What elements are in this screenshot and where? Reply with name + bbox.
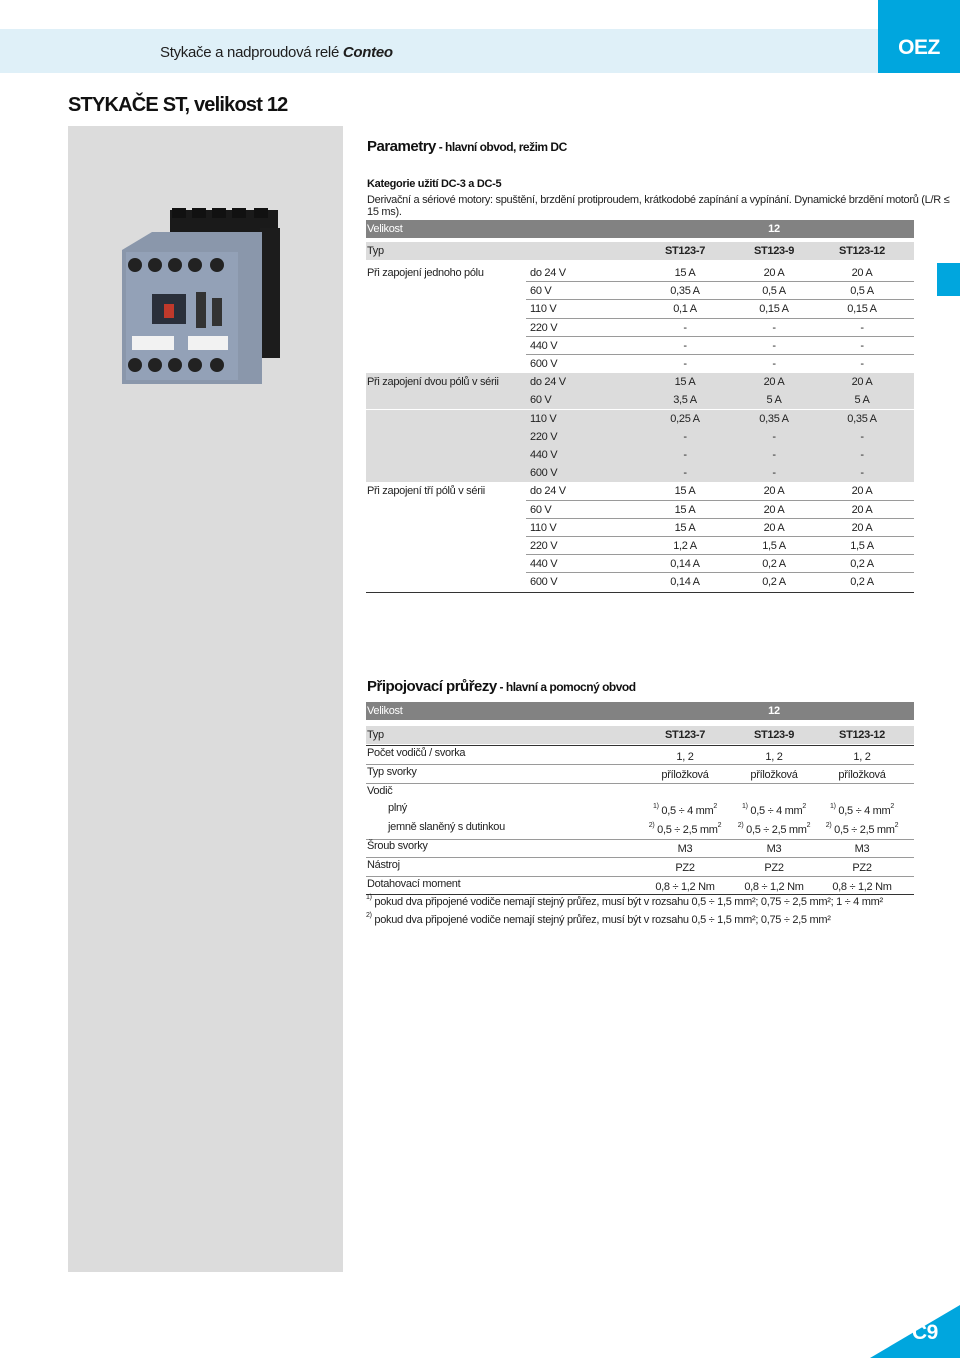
cell-2: 0,2 A xyxy=(762,576,786,588)
cell-3: 0,2 A xyxy=(850,558,874,570)
cell-1: - xyxy=(683,431,687,443)
cell-2: 20 A xyxy=(763,522,785,534)
usage-category: Kategorie užití DC-3 a DC-5 xyxy=(367,178,502,190)
unit-sup: 2 xyxy=(806,822,811,829)
row-label: Typ svorky xyxy=(367,766,417,778)
unit-sup: 2 xyxy=(894,822,899,829)
table-row-sroub xyxy=(366,839,914,857)
cell-3: 1, 2 xyxy=(853,751,871,763)
velikost-value: 12 xyxy=(768,223,780,235)
cell-3: 0,15 A xyxy=(847,303,877,315)
cell-1: 0,14 A xyxy=(670,558,700,570)
cell-2: 20 A xyxy=(763,485,785,497)
table-row xyxy=(366,573,914,591)
voltage-cell: do 24 V xyxy=(530,267,566,279)
voltage-cell: 110 V xyxy=(530,303,557,315)
cell-1: - xyxy=(683,449,687,461)
table-row-typ-svorky xyxy=(366,764,914,782)
cell-3: PZ2 xyxy=(852,862,872,874)
oez-logo: OEZ xyxy=(878,0,960,73)
table-row xyxy=(366,410,914,428)
cell-2: - xyxy=(772,322,776,334)
cell-value: 0,5 ÷ 4 mm xyxy=(661,805,714,817)
table-row xyxy=(366,555,914,573)
cell-3: - xyxy=(860,358,864,370)
cell-1: příložková xyxy=(661,769,709,781)
cell-2: 20 A xyxy=(763,267,785,279)
cell-3: 0,2 A xyxy=(850,576,874,588)
cell-3: 20 A xyxy=(851,522,873,534)
cell-3: - xyxy=(860,322,864,334)
voltage-cell: 600 V xyxy=(530,576,558,588)
cell-3: 20 A xyxy=(851,376,873,388)
cell-3: 20 A xyxy=(851,267,873,279)
table-row xyxy=(366,519,914,537)
table-row-typ xyxy=(366,726,914,744)
cell-2: 0,5 A xyxy=(762,285,786,297)
footnote-text: pokud dva připojené vodiče nemají stejný průřez, musí být v rozsahu 0,5 ÷ 1,5 mm²; 0,75 ÷ 2,5 mm² xyxy=(374,914,831,926)
cell-1: - xyxy=(683,467,687,479)
cell-2: 0,15 A xyxy=(759,303,789,315)
footnote-mark: 2) xyxy=(737,822,744,829)
table-row xyxy=(366,446,914,464)
cell-3: - xyxy=(860,467,864,479)
table-row-pocet xyxy=(366,746,914,764)
cell-3: 20 A xyxy=(851,504,873,516)
cell-value: 0,5 ÷ 2,5 mm xyxy=(657,824,718,836)
table-row-velikost xyxy=(366,220,914,238)
cell-1: M3 xyxy=(677,843,693,855)
voltage-cell: 440 V xyxy=(530,558,558,570)
velikost-label: Velikost xyxy=(367,223,403,235)
header-band xyxy=(0,29,878,73)
cell-1: 15 A xyxy=(674,485,696,497)
footnote-mark: 2) xyxy=(366,912,372,919)
voltage-cell: 440 V xyxy=(530,340,558,352)
type-header-2: ST123-9 xyxy=(753,729,795,741)
footnote-1 xyxy=(366,896,883,908)
row-label: Vodič xyxy=(367,785,393,797)
table-row xyxy=(366,264,914,282)
table-row xyxy=(366,501,914,519)
cell-1: 3,5 A xyxy=(673,394,697,406)
cell-1: - xyxy=(683,358,687,370)
voltage-cell: 600 V xyxy=(530,358,558,370)
table-row-plny xyxy=(366,801,914,819)
footnote-2 xyxy=(366,914,831,926)
section2-title-main: Připojovací průřezy xyxy=(367,678,497,695)
voltage-cell: do 24 V xyxy=(530,485,566,497)
cell-2: M3 xyxy=(766,843,782,855)
type-header-1: ST123-7 xyxy=(664,729,706,741)
cell-1: 15 A xyxy=(674,267,696,279)
table-row-moment xyxy=(366,876,914,894)
section2-title xyxy=(367,678,636,695)
table-row xyxy=(366,355,914,373)
footnote-mark: 2) xyxy=(648,822,655,829)
table-row-vodic xyxy=(366,783,914,801)
cell-3: 20 A xyxy=(851,485,873,497)
row-label: Nástroj xyxy=(367,859,400,871)
table-row xyxy=(366,428,914,446)
cell-1: - xyxy=(683,322,687,334)
voltage-cell: 600 V xyxy=(530,467,558,479)
cell-2: 1, 2 xyxy=(765,751,783,763)
voltage-cell: 110 V xyxy=(530,413,557,425)
cell-3: 0,5 A xyxy=(850,285,874,297)
cell-1: 15 A xyxy=(674,376,696,388)
cell-2: PZ2 xyxy=(764,862,784,874)
cell-value: 0,5 ÷ 2,5 mm xyxy=(834,824,895,836)
voltage-cell: 440 V xyxy=(530,449,558,461)
type-header-3: ST123-12 xyxy=(839,729,885,741)
footnote-mark: 1) xyxy=(830,803,836,810)
voltage-cell: 220 V xyxy=(530,431,558,443)
cell-2: - xyxy=(772,431,776,443)
table-row xyxy=(366,282,914,300)
footnote-mark: 1) xyxy=(742,803,748,810)
type-header-2: ST123-9 xyxy=(753,245,795,257)
cell-1: PZ2 xyxy=(675,862,695,874)
table-row-typ xyxy=(366,242,914,260)
cell-2: 1,5 A xyxy=(762,540,786,552)
voltage-cell: 60 V xyxy=(530,285,552,297)
row-label: plný xyxy=(388,802,407,814)
table-row xyxy=(366,300,914,318)
cell-value: 0,5 ÷ 4 mm xyxy=(750,805,803,817)
table-row xyxy=(366,319,914,337)
table-row xyxy=(366,391,914,409)
cell-1: - xyxy=(683,340,687,352)
group-label: Při zapojení jednoho pólu xyxy=(367,267,484,279)
row-label: Počet vodičů / svorka xyxy=(367,747,466,759)
table-row-velikost xyxy=(366,702,914,720)
row-label: Dotahovací moment xyxy=(367,878,461,890)
typ-label: Typ xyxy=(367,729,384,741)
cell-1: 0,35 A xyxy=(670,285,700,297)
voltage-cell: 220 V xyxy=(530,540,558,552)
table-row xyxy=(366,464,914,482)
cell-value: 0,5 ÷ 4 mm xyxy=(838,805,891,817)
type-header-3: ST123-12 xyxy=(839,245,885,257)
footnote-mark: 1) xyxy=(366,894,372,901)
voltage-cell: 110 V xyxy=(530,522,557,534)
header-title-prefix: Stykače a nadproudová relé xyxy=(160,44,339,61)
table-row xyxy=(366,373,914,391)
cell-1: 1, 2 xyxy=(676,751,694,763)
footnote-text: pokud dva připojené vodiče nemají stejný průřez, musí být v rozsahu 0,5 ÷ 1,5 mm²; 0,75 ÷ 2,5 mm²; 1 ÷ 4 mm² xyxy=(374,896,883,908)
unit-sup: 2 xyxy=(802,803,806,810)
cell-3: - xyxy=(860,449,864,461)
row-label: jemně slaněný s dutinkou xyxy=(388,821,505,833)
cell-3: 0,35 A xyxy=(847,413,877,425)
contactor-image xyxy=(122,208,282,390)
voltage-cell: do 24 V xyxy=(530,376,566,388)
table-row-slaneny xyxy=(366,820,914,838)
section1-title-main: Parametry xyxy=(367,138,436,155)
cell-1: 0,1 A xyxy=(673,303,697,315)
table-row xyxy=(366,482,914,500)
section1-title xyxy=(367,138,567,155)
cell-1: 0,25 A xyxy=(670,413,700,425)
cell-2: 0,2 A xyxy=(762,558,786,570)
cell-3: M3 xyxy=(854,843,870,855)
cell-3 xyxy=(802,805,922,817)
cell-2: - xyxy=(772,358,776,370)
side-tab-marker xyxy=(937,263,960,296)
cell-2: - xyxy=(772,340,776,352)
unit-sup: 2 xyxy=(890,803,894,810)
cell-3: 1,5 A xyxy=(850,540,874,552)
page-title: STYKAČE ST, velikost 12 xyxy=(68,94,288,116)
cell-2: 20 A xyxy=(763,376,785,388)
group-label: Při zapojení dvou pólů v sérii xyxy=(367,376,499,388)
table-bottom-rule xyxy=(366,592,914,593)
unit-sup: 2 xyxy=(713,803,717,810)
unit-sup: 2 xyxy=(717,822,722,829)
cell-2: - xyxy=(772,449,776,461)
table-row xyxy=(366,337,914,355)
row-label: Šroub svorky xyxy=(367,840,428,852)
cell-3: - xyxy=(860,340,864,352)
voltage-cell: 220 V xyxy=(530,322,558,334)
cell-2: - xyxy=(772,467,776,479)
cell-1: 0,14 A xyxy=(670,576,700,588)
typ-label: Typ xyxy=(367,245,384,257)
cell-1: 15 A xyxy=(674,522,696,534)
header-title-brand: Conteo xyxy=(342,44,393,61)
cell-value: 0,5 ÷ 2,5 mm xyxy=(746,824,807,836)
cell-3: 0,8 ÷ 1,2 Nm xyxy=(832,881,892,893)
footnote-mark: 1) xyxy=(653,803,659,810)
cell-2: příložková xyxy=(750,769,798,781)
cell-3: příložková xyxy=(838,769,886,781)
cell-2: 0,8 ÷ 1,2 Nm xyxy=(744,881,804,893)
cell-1: 0,8 ÷ 1,2 Nm xyxy=(655,881,715,893)
type-header-1: ST123-7 xyxy=(664,245,706,257)
cell-2: 20 A xyxy=(763,504,785,516)
usage-description: Derivační a sériové motory: spuštění, brzdění protiproudem, krátkodobé zapínání a vypínání. Dynamické brzdění motorů (L/R ≤ 15 ms). xyxy=(367,194,950,218)
velikost-value: 12 xyxy=(768,705,780,717)
page-number: C9 xyxy=(912,1321,938,1344)
cell-2: 5 A xyxy=(766,394,782,406)
header-title xyxy=(160,44,393,61)
table-row-nastroj xyxy=(366,857,914,875)
cell-1: 1,2 A xyxy=(673,540,697,552)
section2-subtitle: - hlavní a pomocný obvod xyxy=(496,680,636,694)
group-label: Při zapojení tří pólů v sérii xyxy=(367,485,485,497)
cell-3 xyxy=(802,824,922,836)
voltage-cell: 60 V xyxy=(530,504,552,516)
section1-subtitle: - hlavní obvod, režim DC xyxy=(435,140,567,154)
cell-3: - xyxy=(860,431,864,443)
voltage-cell: 60 V xyxy=(530,394,552,406)
table-row xyxy=(366,537,914,555)
cell-3: 5 A xyxy=(854,394,870,406)
velikost-label: Velikost xyxy=(367,705,403,717)
cell-2: 0,35 A xyxy=(759,413,789,425)
cell-1: 15 A xyxy=(674,504,696,516)
footnote-mark: 2) xyxy=(825,822,832,829)
